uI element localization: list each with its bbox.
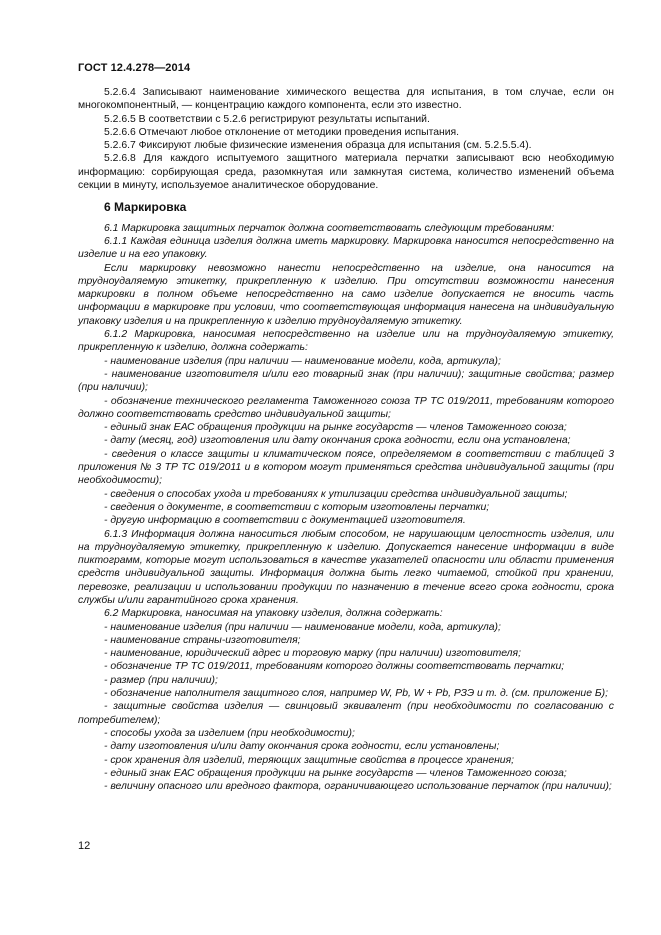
list-item: - другую информацию в соответствии с документацией изготовителя. — [104, 515, 466, 527]
list-item: - единый знак ЕАС обращения продукции на рынке государств — членов Таможенного союза; — [104, 422, 567, 434]
paragraph-5-2-6-8: 5.2.6.8 Для каждого испытуемого защитного материала перчатки записывают всю необходимую информацию: сорбирующая среда, разомкнутая или замкнутая система, количество изменений объема секции в минуту, используемое аналитическое оборудование. — [78, 153, 614, 192]
paragraph-6-1: 6.1 Маркировка защитных перчаток должна соответствовать следующим требованиям: — [104, 222, 555, 234]
list-item: - единый знак ЕАС обращения продукции на рынке государств — членов Таможенного союза; — [104, 767, 567, 779]
paragraph-5-2-6-4: 5.2.6.4 Записывают наименование химического вещества для испытания, в том случае, если он многокомпонентный, — концентрацию каждого компонента, если это известно. — [78, 87, 614, 112]
list-item: - наименование изготовителя и/или его товарный знак (при наличии); защитные свойства; размер (при наличии); — [78, 368, 614, 394]
paragraph-5-2-6-6: 5.2.6.6 Отмечают любое отклонение от методики проведения испытания. — [104, 126, 460, 138]
list-item: - обозначение технического регламента Таможенного союза ТР ТС 019/2011, требованиям которого должно соответствовать средство индивидуальной защиты; — [78, 395, 614, 420]
document-header: ГОСТ 12.4.278—2014 — [78, 62, 191, 74]
paragraph-6-1-3: 6.1.3 Информация должна наноситься любым способом, не нарушающим целостность изделия, или на трудноудаляемую этикетку, прикрепленную к изделию. Допускается нанесение информации в виде пиктограмм, которые могут использоваться в качестве указателей опасности или области применения средств индивидуальной защиты. Информация должна быть легко читаемой, стойкой при хранении, перевозке, реализации и использовании продукции по назначению в течение всего срока годности, срока службы и/или гарантийного срока хранения. — [78, 528, 614, 606]
list-item: - обозначение ТР ТС 019/2011, требованиям которого должны соответствовать перчатки; — [104, 661, 565, 673]
list-item: - дату изготовления и/или дату окончания срока годности, если установлены; — [104, 741, 500, 753]
list-item: - величину опасного или вредного фактора, ограничивающего использование перчаток (при наличии); — [104, 781, 612, 793]
list-item: - сведения о классе защиты и климатическом поясе, определяемом в соответствии с таблицей 3 приложения № 3 ТР ТС 019/2011 и в котором могут применяться средства индивидуальной защиты (при необходимости); — [78, 448, 614, 487]
list-item: - размер (при наличии); — [104, 674, 218, 686]
list-item: - наименование изделия (при наличии — наименование модели, кода, артикула); — [104, 355, 501, 367]
list-item: - сведения о документе, в соответствии с которым изготовлены перчатки; — [104, 501, 490, 513]
paragraph-6-1-1-note: Если маркировку невозможно нанести непосредственно на изделие, она наносится на трудноудаляемую этикетку, прикрепленную к изделию. При отсутствии возможности нанесения маркировки в полном объеме непосредственно на само изделие допускается не вносить часть информации в маркировке при условии, что соответствующая информация нанесена на индивидуальную упаковку изделия и на прикрепленную к изделию трудноудаляемую этикетку. — [78, 262, 614, 327]
list-item: - срок хранения для изделий, теряющих защитные свойства в процессе хранения; — [104, 754, 515, 766]
list-item: - наименование, юридический адрес и торговую марку (при наличии) изготовителя; — [104, 648, 521, 660]
document-body — [78, 86, 614, 793]
paragraph-6-1-2: 6.1.2 Маркировка, наносимая непосредственно на изделие или на трудноудаляемую этикетку, прикрепленную к изделию, должна содержать: — [78, 329, 614, 354]
list-item: - способы ухода за изделием (при необходимости); — [104, 727, 355, 739]
page-number: 12 — [78, 840, 91, 852]
list-item: - наименование изделия (при наличии — наименование модели, кода, артикула); — [104, 621, 501, 633]
paragraph-5-2-6-5: 5.2.6.5 В соответствии с 5.2.6 регистрируют результаты испытаний. — [104, 113, 430, 125]
paragraph-6-1-1: 6.1.1 Каждая единица изделия должна иметь маркировку. Маркировка наносится непосредственно на изделие и на его упаковку. — [78, 235, 614, 261]
list-item: - защитные свойства изделия — свинцовый эквивалент (при необходимости по согласованию с потребителем); — [78, 701, 614, 726]
paragraph-6-2: 6.2 Маркировка, наносимая на упаковку изделия, должна содержать: — [104, 608, 443, 620]
list-item: - дату (месяц, год) изготовления или дату окончания срока годности, если она установлена; — [104, 435, 571, 447]
list-item: - наименование страны-изготовителя; — [104, 634, 301, 646]
list-item: - сведения о способах ухода и требованиях к утилизации средства индивидуальной защиты; — [104, 488, 568, 500]
section-title: 6 Маркировка — [104, 200, 187, 215]
list-item: - обозначение наполнителя защитного слоя, например W, Pb, W + Pb, РЗЭ и т. д. (см. приложение Б); — [104, 688, 608, 700]
paragraph-5-2-6-7: 5.2.6.7 Фиксируют любые физические изменения образца для испытания (см. 5.2.5.5.4). — [104, 140, 532, 152]
